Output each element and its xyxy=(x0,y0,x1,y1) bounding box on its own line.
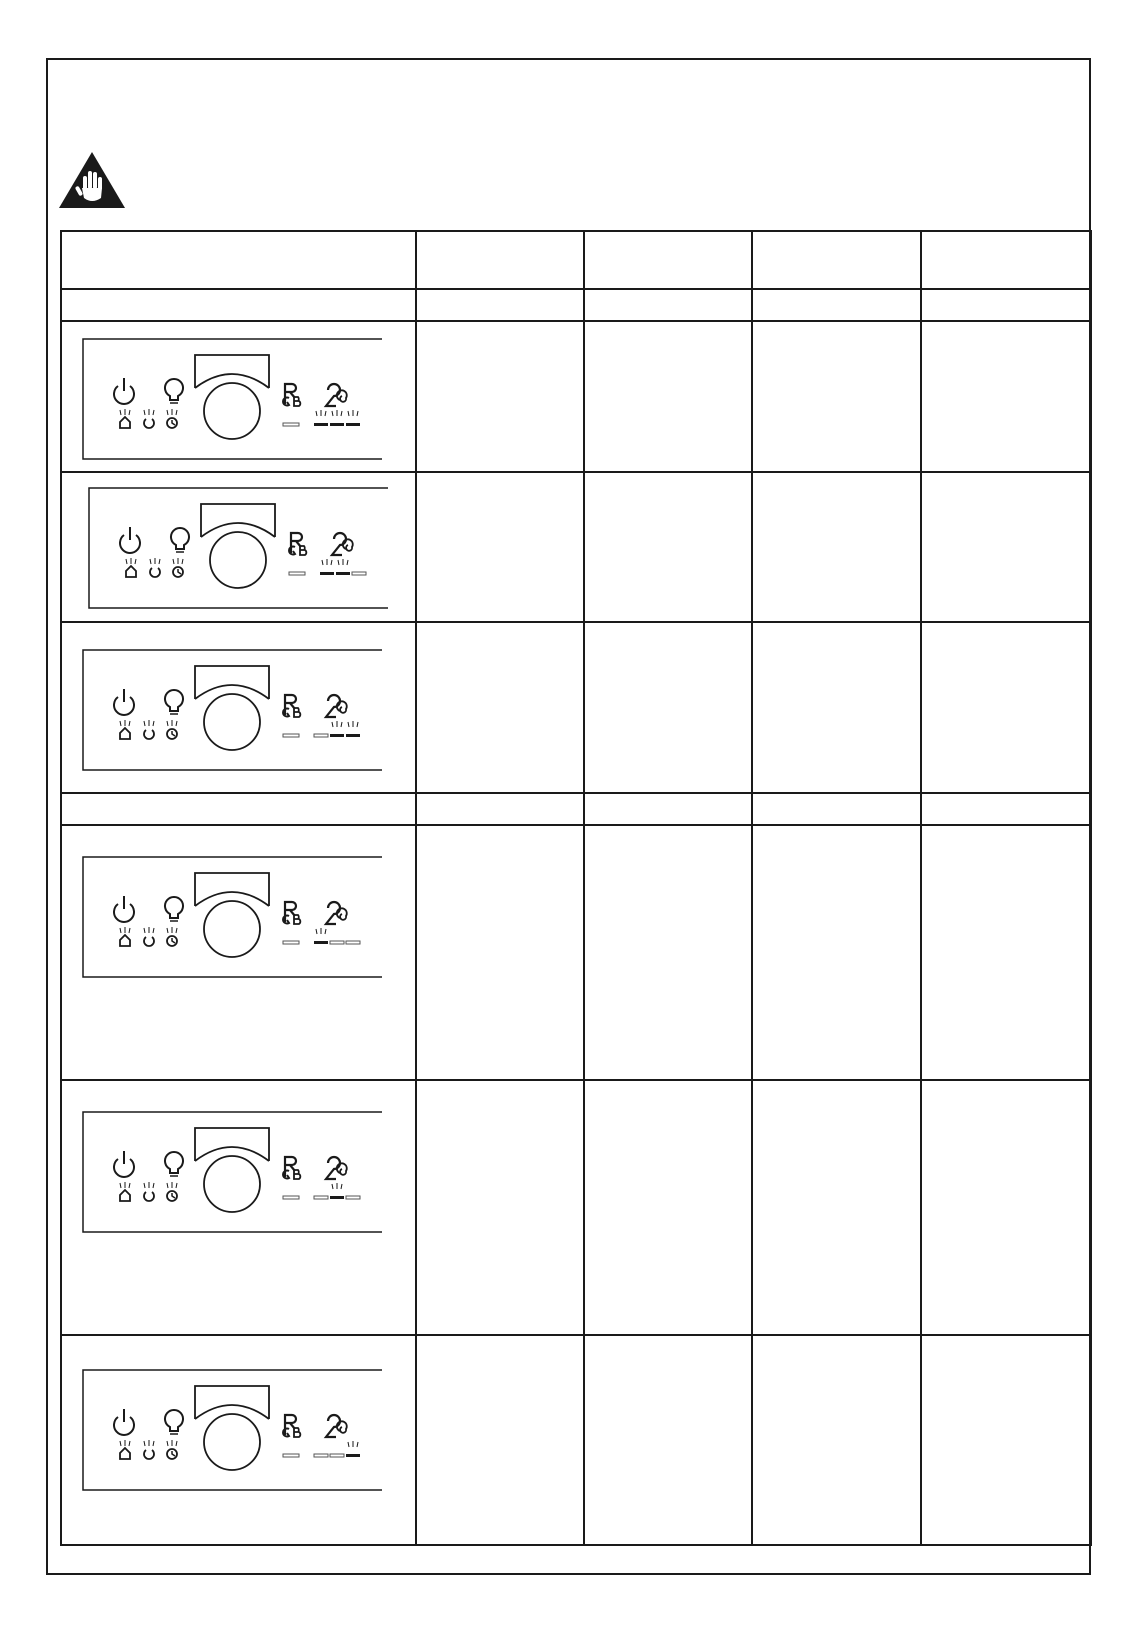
speed-led xyxy=(330,734,344,737)
table-row xyxy=(61,622,1091,793)
clock-icon xyxy=(167,720,177,739)
header-cell-2 xyxy=(416,231,584,289)
home-icon xyxy=(120,409,130,428)
filter-rgb-icon xyxy=(283,384,300,426)
clock-icon xyxy=(173,558,183,577)
hand-stop-warning-icon xyxy=(57,150,127,210)
section-row-2 xyxy=(61,793,1091,825)
home-icon xyxy=(120,1182,130,1201)
power-icon xyxy=(114,1151,134,1177)
speed-led xyxy=(336,572,350,575)
power-icon xyxy=(114,896,134,922)
speed-led xyxy=(346,423,360,426)
control-panel-illustration xyxy=(82,338,382,460)
power-icon xyxy=(120,527,140,553)
speed-led xyxy=(330,1196,344,1199)
fan-speed-icon xyxy=(314,695,360,737)
panel-cell-2 xyxy=(61,472,416,622)
filter-rgb-icon xyxy=(283,902,300,944)
speed-led xyxy=(346,734,360,737)
table-row xyxy=(61,321,1091,472)
panel-cell-6 xyxy=(61,1335,416,1545)
power-icon xyxy=(114,378,134,404)
header-cell-3 xyxy=(584,231,752,289)
speed-led xyxy=(346,1454,360,1457)
reset-icon xyxy=(144,927,154,946)
speed-led xyxy=(314,1196,328,1199)
settings-table xyxy=(60,230,1092,1546)
filter-rgb-icon xyxy=(283,695,300,737)
home-icon xyxy=(120,927,130,946)
light-bulb-icon xyxy=(165,1410,183,1434)
panel-cell-4 xyxy=(61,825,416,1080)
speed-led xyxy=(352,572,366,575)
rotary-knob-icon xyxy=(195,1128,269,1212)
table-header-row xyxy=(61,231,1091,289)
light-bulb-icon xyxy=(165,379,183,403)
speed-led xyxy=(330,423,344,426)
reset-icon xyxy=(144,409,154,428)
power-icon xyxy=(114,689,134,715)
clock-icon xyxy=(167,1182,177,1201)
panel-cell-1 xyxy=(61,321,416,472)
home-icon xyxy=(120,720,130,739)
speed-led xyxy=(346,941,360,944)
rotary-knob-icon xyxy=(195,666,269,750)
reset-icon xyxy=(144,720,154,739)
speed-led xyxy=(314,734,328,737)
clock-icon xyxy=(167,1440,177,1459)
reset-icon xyxy=(144,1182,154,1201)
control-panel-illustration xyxy=(82,856,382,978)
light-bulb-icon xyxy=(165,690,183,714)
speed-led xyxy=(314,423,328,426)
table-row xyxy=(61,1335,1091,1545)
rotary-knob-icon xyxy=(195,873,269,957)
fan-speed-icon xyxy=(314,902,360,944)
fan-speed-icon xyxy=(314,1157,360,1199)
clock-icon xyxy=(167,409,177,428)
control-panel-illustration xyxy=(88,487,388,609)
panel-cell-5 xyxy=(61,1080,416,1335)
power-icon xyxy=(114,1409,134,1435)
filter-rgb-icon xyxy=(283,1415,300,1457)
speed-led xyxy=(346,1196,360,1199)
reset-icon xyxy=(144,1440,154,1459)
rotary-knob-icon xyxy=(201,504,275,588)
filter-rgb-icon xyxy=(283,1157,300,1199)
header-cell-1 xyxy=(61,231,416,289)
fan-speed-icon xyxy=(320,533,366,575)
home-icon xyxy=(126,558,136,577)
speed-led xyxy=(320,572,334,575)
rotary-knob-icon xyxy=(195,1386,269,1470)
table-row xyxy=(61,825,1091,1080)
control-panel-illustration xyxy=(82,1111,382,1233)
fan-speed-icon xyxy=(314,384,360,426)
control-panel-illustration xyxy=(82,649,382,771)
table-row xyxy=(61,1080,1091,1335)
light-bulb-icon xyxy=(171,528,189,552)
section-row-1 xyxy=(61,289,1091,321)
speed-led xyxy=(314,941,328,944)
header-cell-4 xyxy=(752,231,921,289)
panel-cell-3 xyxy=(61,622,416,793)
reset-icon xyxy=(150,558,160,577)
filter-rgb-icon xyxy=(289,533,306,575)
speed-led xyxy=(330,941,344,944)
home-icon xyxy=(120,1440,130,1459)
speed-led xyxy=(330,1454,344,1457)
control-panel-illustration xyxy=(82,1369,382,1491)
light-bulb-icon xyxy=(165,897,183,921)
clock-icon xyxy=(167,927,177,946)
header-cell-5 xyxy=(921,231,1091,289)
speed-led xyxy=(314,1454,328,1457)
light-bulb-icon xyxy=(165,1152,183,1176)
table-row xyxy=(61,472,1091,622)
rotary-knob-icon xyxy=(195,355,269,439)
fan-speed-icon xyxy=(314,1415,360,1457)
